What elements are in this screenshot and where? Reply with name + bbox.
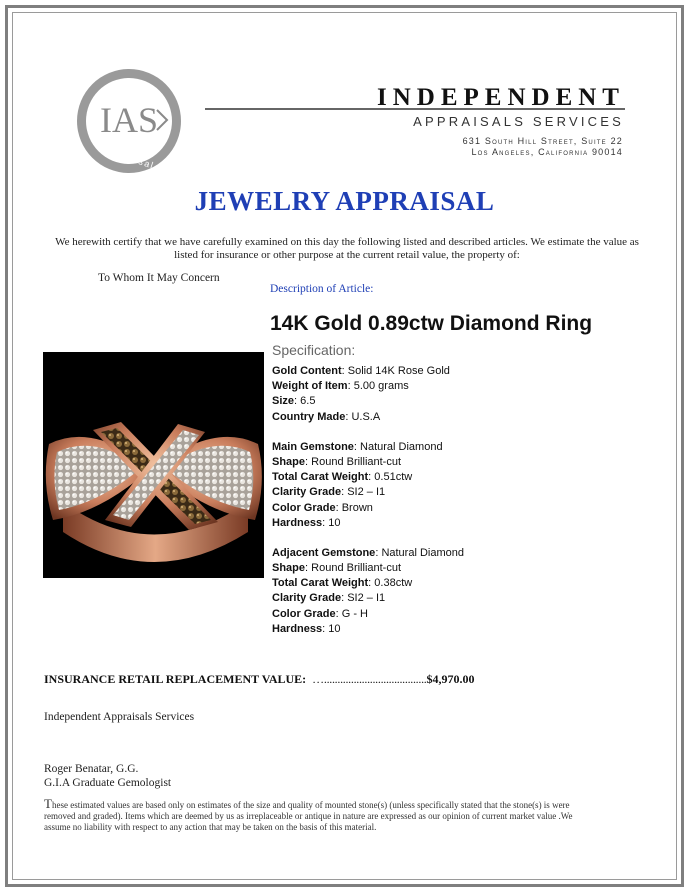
owner-name: To Whom It May Concern: [98, 272, 220, 284]
specification-label: Specification:: [272, 342, 356, 358]
spec-row: Color Grade: G - H: [272, 607, 368, 620]
item-title: 14K Gold 0.89ctw Diamond Ring: [270, 312, 593, 335]
spec-row: Clarity Grade: SI2 – I1: [272, 592, 386, 605]
spec-row: Total Carat Weight: 0.51ctw: [272, 471, 413, 484]
replacement-value-label: INSURANCE RETAIL REPLACEMENT VALUE:: [44, 672, 307, 686]
spec-row: Clarity Grade: SI2 – I1: [272, 486, 386, 499]
disclaimer-initial: T: [44, 796, 52, 811]
description-label: Description of Article:: [270, 283, 374, 295]
document-title: JEWELRY APPRAISAL: [194, 186, 495, 216]
signer-name: Roger Benatar, G.G.: [44, 763, 139, 775]
spec-row: Size: 6.5: [272, 395, 316, 408]
replacement-value-amount: $4,970.00: [426, 672, 475, 686]
spec-row: Shape: Round Brilliant-cut: [272, 562, 402, 575]
signer-block: [44, 762, 171, 790]
spec-row: Total Carat Weight: 0.38ctw: [272, 577, 413, 590]
company-subtitle: APPRAISALS SERVICES: [413, 114, 624, 129]
leader-dots: …......................................: [312, 672, 427, 686]
spec-row: Shape: Round Brilliant-cut: [272, 455, 402, 468]
ias-logo: [74, 66, 184, 176]
signer-title: G.I.A Graduate Gemologist: [44, 777, 172, 789]
disclaimer-body: hese estimated values are based only on estimates of the size and quality of mounted stone(s) (unless specifically stated that the stone(s) is were removed and graded). Items which are deemed by us as irreplaceable or antique in nature are expressed as our opinion of current market value .We assume no liability with respect to any action that may be taken on the basis of this material.: [44, 800, 573, 832]
company-name: INDEPENDENT: [377, 84, 625, 111]
spec-row: Hardness: 10: [272, 516, 341, 529]
address-line-1: 631 South Hill Street, Suite 22: [462, 136, 623, 146]
spec-row: Weight of Item: 5.00 grams: [272, 380, 409, 393]
replacement-value-line: [44, 672, 474, 687]
address-line-2: Los Angeles, California 90014: [471, 147, 623, 157]
company-signature: Independent Appraisals Services: [44, 711, 195, 723]
certification-text: We herewith certify that we have carefully examined on this day the following listed and described articles. We estimate the value as listed for insurance or other purpose at the current retail value, the property of:: [55, 236, 639, 261]
disclaimer-text: [44, 798, 584, 833]
ring-photo: [43, 352, 264, 578]
spec-row: Main Gemstone: Natural Diamond: [272, 440, 443, 453]
spec-row: Country Made: U.S.A: [272, 410, 381, 423]
spec-row: Color Grade: Brown: [272, 501, 373, 514]
svg-text:IAS: IAS: [99, 100, 159, 140]
spec-row: Adjacent Gemstone: Natural Diamond: [272, 546, 464, 559]
spec-row: Hardness: 10: [272, 622, 341, 635]
specification-list: [272, 364, 464, 637]
spec-row: Gold Content: Solid 14K Rose Gold: [272, 365, 450, 377]
logo-caption: Appraisal: [104, 145, 156, 171]
